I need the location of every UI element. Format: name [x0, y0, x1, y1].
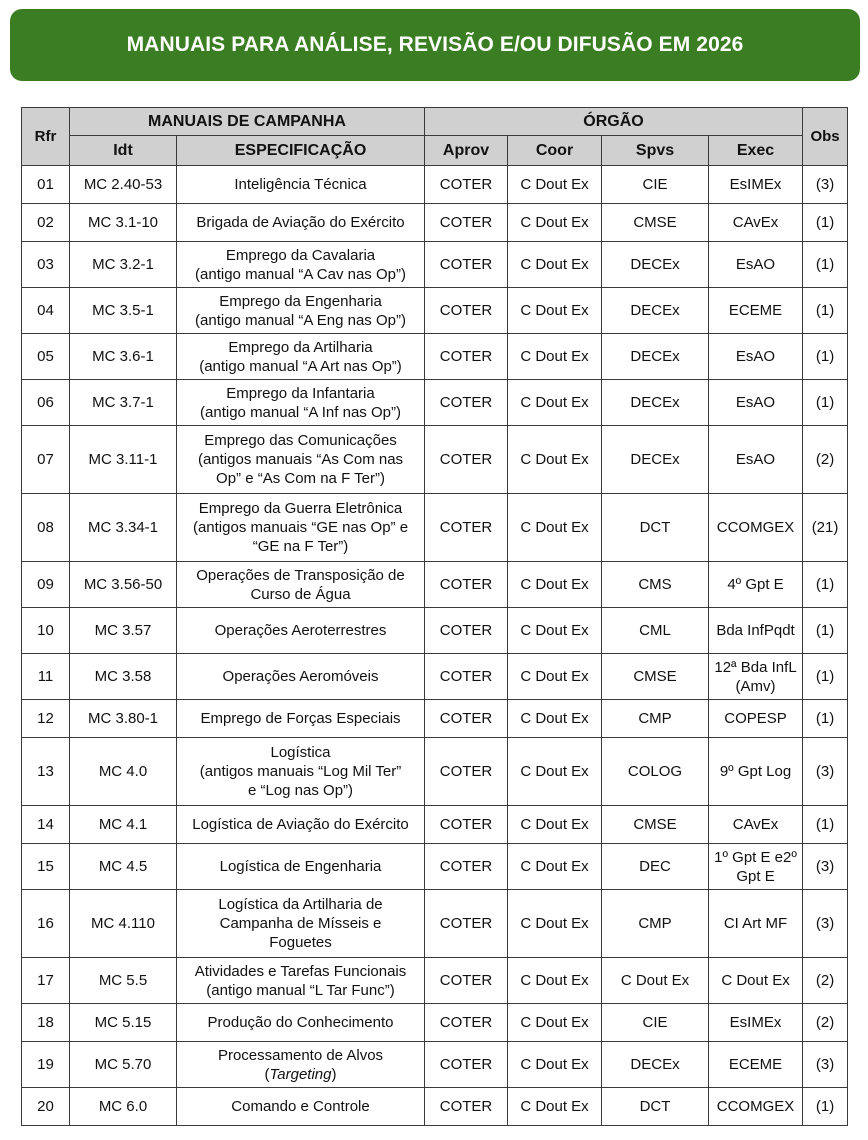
cell-especificacao: [177, 806, 425, 844]
table-row: [22, 890, 848, 958]
cell-especificacao-line: Atividades e Tarefas Funcionais: [194, 962, 407, 980]
cell-aprov: COTER: [425, 166, 508, 204]
cell-exec: [709, 380, 803, 426]
cell-coor: C Dout Ex: [508, 844, 602, 890]
header-rfr: Rfr: [22, 108, 70, 166]
cell-obs: (1): [803, 806, 848, 844]
cell-exec-line: 1º Gpt E e: [714, 848, 784, 866]
cell-especificacao-line: (antigo manual “A Art nas Op”): [199, 357, 402, 375]
cell-aprov: COTER: [425, 288, 508, 334]
cell-aprov: COTER: [425, 806, 508, 844]
cell-idt: MC 4.110: [70, 890, 177, 958]
cell-especificacao-line: Processamento de Alvos: [217, 1046, 384, 1064]
cell-obs: (1): [803, 1088, 848, 1126]
cell-aprov: COTER: [425, 380, 508, 426]
cell-rfr: 02: [22, 204, 70, 242]
cell-obs: (2): [803, 426, 848, 494]
cell-spvs: CMP: [602, 700, 709, 738]
table-row: [22, 334, 848, 380]
cell-aprov: COTER: [425, 204, 508, 242]
cell-obs: (1): [803, 334, 848, 380]
cell-especificacao: [177, 562, 425, 608]
cell-obs: (3): [803, 1042, 848, 1088]
cell-coor: C Dout Ex: [508, 1004, 602, 1042]
cell-exec: [709, 958, 803, 1004]
cell-exec-line: ECEME: [728, 302, 783, 319]
cell-especificacao: [177, 844, 425, 890]
cell-coor: C Dout Ex: [508, 654, 602, 700]
cell-aprov: COTER: [425, 738, 508, 806]
cell-exec-line: L (Amv): [735, 658, 797, 695]
cell-aprov: COTER: [425, 844, 508, 890]
cell-rfr: 19: [22, 1042, 70, 1088]
cell-especificacao-line: Logística da Artilharia de: [218, 896, 383, 913]
table-row: [22, 166, 848, 204]
cell-exec: [709, 1088, 803, 1126]
cell-exec: [709, 166, 803, 204]
cell-rfr: 11: [22, 654, 70, 700]
cell-rfr: 05: [22, 334, 70, 380]
table-row: [22, 654, 848, 700]
cell-rfr: 04: [22, 288, 70, 334]
cell-rfr: 07: [22, 426, 70, 494]
cell-rfr: 06: [22, 380, 70, 426]
cell-coor: C Dout Ex: [508, 380, 602, 426]
table-row: [22, 426, 848, 494]
cell-especificacao: [177, 654, 425, 700]
cell-idt: MC 3.56-50: [70, 562, 177, 608]
cell-especificacao: [177, 242, 425, 288]
cell-rfr: 16: [22, 890, 70, 958]
cell-coor: C Dout Ex: [508, 426, 602, 494]
cell-especificacao: [177, 1088, 425, 1126]
cell-exec: [709, 334, 803, 380]
cell-spvs: CML: [602, 608, 709, 654]
cell-coor: C Dout Ex: [508, 494, 602, 562]
table-row: [22, 1004, 848, 1042]
cell-rfr: 12: [22, 700, 70, 738]
cell-coor: C Dout Ex: [508, 890, 602, 958]
cell-especificacao-line: Logística de Aviação do Exército: [192, 816, 409, 833]
cell-rfr: 18: [22, 1004, 70, 1042]
cell-especificacao-line: (antigo manual “A Eng nas Op”): [195, 311, 406, 329]
cell-especificacao: [177, 426, 425, 494]
cell-obs: (3): [803, 844, 848, 890]
cell-aprov: COTER: [425, 494, 508, 562]
cell-spvs: DECEx: [602, 1042, 709, 1088]
cell-especificacao-line: e “Log nas Op”): [247, 782, 354, 799]
cell-idt: MC 3.5-1: [70, 288, 177, 334]
manuals-table: [21, 107, 848, 1126]
cell-spvs: DCT: [602, 494, 709, 562]
cell-especificacao-line: Curso de Água: [250, 585, 351, 603]
cell-spvs: C Dout Ex: [602, 958, 709, 1004]
cell-rfr: 08: [22, 494, 70, 562]
cell-obs: (1): [803, 608, 848, 654]
cell-coor: C Dout Ex: [508, 958, 602, 1004]
cell-especificacao-line: (Targeting): [264, 1065, 337, 1083]
cell-obs: (1): [803, 562, 848, 608]
table-row: [22, 288, 848, 334]
table-row: [22, 700, 848, 738]
cell-idt: MC 3.11-1: [70, 426, 177, 494]
table-row: [22, 562, 848, 608]
table-row: [22, 844, 848, 890]
cell-aprov: COTER: [425, 890, 508, 958]
cell-idt: MC 3.2-1: [70, 242, 177, 288]
cell-coor: C Dout Ex: [508, 288, 602, 334]
cell-idt: MC 4.5: [70, 844, 177, 890]
cell-idt: MC 3.57: [70, 608, 177, 654]
cell-rfr: 13: [22, 738, 70, 806]
cell-aprov: COTER: [425, 654, 508, 700]
cell-especificacao: [177, 608, 425, 654]
cell-coor: C Dout Ex: [508, 700, 602, 738]
cell-obs: (3): [803, 738, 848, 806]
cell-aprov: COTER: [425, 334, 508, 380]
cell-exec-line: C Dout Ex: [721, 972, 790, 989]
cell-exec: [709, 562, 803, 608]
cell-especificacao: [177, 494, 425, 562]
cell-rfr: 03: [22, 242, 70, 288]
cell-idt: MC 5.70: [70, 1042, 177, 1088]
header-coor: Coor: [508, 136, 602, 166]
cell-obs: (3): [803, 166, 848, 204]
cell-obs: (1): [803, 654, 848, 700]
cell-coor: C Dout Ex: [508, 806, 602, 844]
table-row: [22, 958, 848, 1004]
cell-especificacao-line: Operações Aeromóveis: [222, 668, 379, 685]
cell-especificacao-line: Logística: [270, 744, 331, 761]
cell-spvs: DECEx: [602, 242, 709, 288]
cell-especificacao-line: Operações de Transposição de: [196, 566, 405, 584]
header-idt: Idt: [70, 136, 177, 166]
cell-especificacao-line: Produção do Conhecimento: [207, 1014, 394, 1031]
cell-exec-line: CCOMGEX: [716, 1098, 795, 1115]
cell-especificacao-line: Emprego de Forças Especiais: [200, 710, 401, 727]
cell-exec-line: 4º Gpt E: [727, 576, 784, 593]
cell-exec-line: EsAO: [735, 348, 776, 365]
cell-especificacao-line: Brigada de Aviação do Exército: [196, 214, 405, 231]
cell-coor: C Dout Ex: [508, 242, 602, 288]
cell-rfr: 17: [22, 958, 70, 1004]
cell-exec-line: Bda Inf: [716, 622, 764, 639]
cell-aprov: COTER: [425, 700, 508, 738]
cell-obs: (1): [803, 700, 848, 738]
cell-aprov: COTER: [425, 562, 508, 608]
cell-exec: [709, 1042, 803, 1088]
page-title: MANUAIS PARA ANÁLISE, REVISÃO E/OU DIFUSÃO EM 2026: [126, 33, 744, 56]
cell-especificacao-line: Op” e “As Com na F Ter”): [216, 470, 385, 487]
cell-especificacao: [177, 288, 425, 334]
cell-idt: MC 4.0: [70, 738, 177, 806]
table-row: [22, 1088, 848, 1126]
cell-exec-line: EsAO: [735, 394, 776, 411]
cell-especificacao-line: (antigos manuais “As Com nas: [197, 451, 404, 468]
cell-idt: MC 5.5: [70, 958, 177, 1004]
cell-especificacao-line: Logística de Engenharia: [219, 858, 382, 875]
cell-exec-line: CAvEx: [732, 214, 779, 231]
cell-especificacao: [177, 380, 425, 426]
cell-especificacao-line: Emprego da Infantaria: [226, 384, 375, 402]
cell-idt: MC 3.80-1: [70, 700, 177, 738]
cell-spvs: DECEx: [602, 426, 709, 494]
cell-obs: (1): [803, 380, 848, 426]
cell-exec-line: Pqdt: [763, 622, 795, 639]
cell-spvs: DECEx: [602, 380, 709, 426]
cell-spvs: DCT: [602, 1088, 709, 1126]
cell-especificacao-line: Emprego da Engenharia: [219, 292, 382, 310]
cell-spvs: DECEx: [602, 288, 709, 334]
cell-especificacao-line: (antigo manual “A Inf nas Op”): [200, 403, 401, 421]
cell-especificacao-line: Comando e Controle: [231, 1098, 370, 1115]
cell-especificacao-line: (antigo manual “L Tar Func”): [206, 981, 395, 999]
cell-coor: C Dout Ex: [508, 166, 602, 204]
cell-idt: MC 3.7-1: [70, 380, 177, 426]
cell-aprov: COTER: [425, 608, 508, 654]
cell-coor: C Dout Ex: [508, 738, 602, 806]
cell-coor: C Dout Ex: [508, 1042, 602, 1088]
cell-exec: [709, 844, 803, 890]
cell-obs: (1): [803, 288, 848, 334]
cell-especificacao-line: (antigos manuais “GE nas Op” e: [192, 519, 409, 536]
cell-spvs: COLOG: [602, 738, 709, 806]
cell-especificacao: [177, 204, 425, 242]
cell-aprov: COTER: [425, 1088, 508, 1126]
cell-exec-line: EsIMEx: [729, 1014, 782, 1031]
table-row: [22, 608, 848, 654]
cell-spvs: CIE: [602, 166, 709, 204]
cell-exec: [709, 204, 803, 242]
cell-rfr: 10: [22, 608, 70, 654]
cell-spvs: DECEx: [602, 334, 709, 380]
cell-especificacao-line: Operações Aeroterrestres: [214, 622, 387, 639]
cell-spvs: CMSE: [602, 806, 709, 844]
cell-exec-line: 12ª Bda Inf: [714, 658, 789, 676]
cell-exec-line: CI Art MF: [723, 915, 788, 932]
header-exec: Exec: [709, 136, 803, 166]
table-row: [22, 380, 848, 426]
table-body: [22, 166, 848, 1126]
title-banner: [10, 9, 860, 81]
cell-especificacao-line: Inteligência Técnica: [234, 176, 367, 193]
cell-obs: (2): [803, 958, 848, 1004]
table-row: [22, 204, 848, 242]
header-orgao: ÓRGÃO: [425, 108, 803, 136]
header-aprov: Aprov: [425, 136, 508, 166]
cell-exec: [709, 654, 803, 700]
cell-idt: MC 3.58: [70, 654, 177, 700]
cell-coor: C Dout Ex: [508, 334, 602, 380]
cell-especificacao-line: Emprego da Guerra Eletrônica: [198, 500, 403, 517]
cell-aprov: COTER: [425, 958, 508, 1004]
cell-exec-line: COPESP: [724, 710, 787, 727]
cell-aprov: COTER: [425, 242, 508, 288]
cell-especificacao: [177, 166, 425, 204]
cell-aprov: COTER: [425, 1042, 508, 1088]
header-especificacao: ESPECIFICAÇÃO: [177, 136, 425, 166]
cell-obs: (1): [803, 242, 848, 288]
cell-exec-line: 9º Gpt Log: [719, 763, 792, 780]
cell-exec: [709, 806, 803, 844]
cell-spvs: CMS: [602, 562, 709, 608]
cell-exec: [709, 288, 803, 334]
cell-especificacao-line: (antigos manuais “Log Mil Ter”: [199, 763, 402, 780]
cell-coor: C Dout Ex: [508, 1088, 602, 1126]
table-row: [22, 738, 848, 806]
cell-exec-line: ECEME: [728, 1056, 783, 1073]
cell-exec-line: 2º Gpt E: [736, 848, 797, 885]
cell-especificacao-line: Emprego da Artilharia: [228, 338, 373, 356]
cell-especificacao: [177, 1004, 425, 1042]
cell-exec: [709, 242, 803, 288]
cell-especificacao: [177, 890, 425, 958]
cell-coor: C Dout Ex: [508, 204, 602, 242]
cell-exec: [709, 738, 803, 806]
cell-spvs: DEC: [602, 844, 709, 890]
cell-aprov: COTER: [425, 426, 508, 494]
cell-rfr: 20: [22, 1088, 70, 1126]
cell-rfr: 09: [22, 562, 70, 608]
cell-spvs: CMSE: [602, 654, 709, 700]
table-row: [22, 806, 848, 844]
cell-spvs: CMP: [602, 890, 709, 958]
cell-especificacao-line: (antigo manual “A Cav nas Op”): [195, 265, 406, 283]
cell-idt: MC 3.1-10: [70, 204, 177, 242]
header-manuais-campanha: MANUAIS DE CAMPANHA: [70, 108, 425, 136]
cell-exec: [709, 426, 803, 494]
cell-exec-line: CCOMGEX: [716, 519, 795, 536]
cell-coor: C Dout Ex: [508, 562, 602, 608]
cell-especificacao-line: Campanha de Mísseis e: [219, 915, 382, 932]
cell-obs: (1): [803, 204, 848, 242]
cell-idt: MC 3.34-1: [70, 494, 177, 562]
cell-especificacao-line: Emprego das Comunicações: [204, 432, 397, 449]
cell-idt: MC 3.6-1: [70, 334, 177, 380]
header-obs: Obs: [803, 108, 848, 166]
cell-aprov: COTER: [425, 1004, 508, 1042]
cell-idt: MC 6.0: [70, 1088, 177, 1126]
cell-idt: MC 4.1: [70, 806, 177, 844]
cell-exec: [709, 608, 803, 654]
cell-idt: MC 2.40-53: [70, 166, 177, 204]
table-row: [22, 1042, 848, 1088]
cell-rfr: 01: [22, 166, 70, 204]
cell-exec-line: CAvEx: [732, 816, 779, 833]
cell-spvs: CIE: [602, 1004, 709, 1042]
cell-especificacao: [177, 334, 425, 380]
cell-obs: (21): [803, 494, 848, 562]
cell-especificacao: [177, 958, 425, 1004]
cell-exec: [709, 494, 803, 562]
cell-rfr: 14: [22, 806, 70, 844]
cell-exec: [709, 890, 803, 958]
cell-exec-line: EsIMEx: [729, 176, 782, 193]
cell-exec: [709, 1004, 803, 1042]
cell-idt: MC 5.15: [70, 1004, 177, 1042]
cell-exec: [709, 700, 803, 738]
table-row: [22, 494, 848, 562]
cell-especificacao-line: Foguetes: [269, 934, 332, 951]
cell-exec-line: EsAO: [735, 256, 776, 273]
cell-especificacao-line: Emprego da Cavalaria: [225, 246, 376, 264]
cell-especificacao-line: “GE na F Ter”): [252, 538, 349, 555]
cell-obs: (2): [803, 1004, 848, 1042]
cell-especificacao: [177, 700, 425, 738]
table-row: [22, 242, 848, 288]
header-spvs: Spvs: [602, 136, 709, 166]
cell-rfr: 15: [22, 844, 70, 890]
cell-coor: C Dout Ex: [508, 608, 602, 654]
cell-especificacao: [177, 1042, 425, 1088]
cell-especificacao: [177, 738, 425, 806]
cell-exec-line: EsAO: [735, 451, 776, 468]
cell-obs: (3): [803, 890, 848, 958]
cell-spvs: CMSE: [602, 204, 709, 242]
